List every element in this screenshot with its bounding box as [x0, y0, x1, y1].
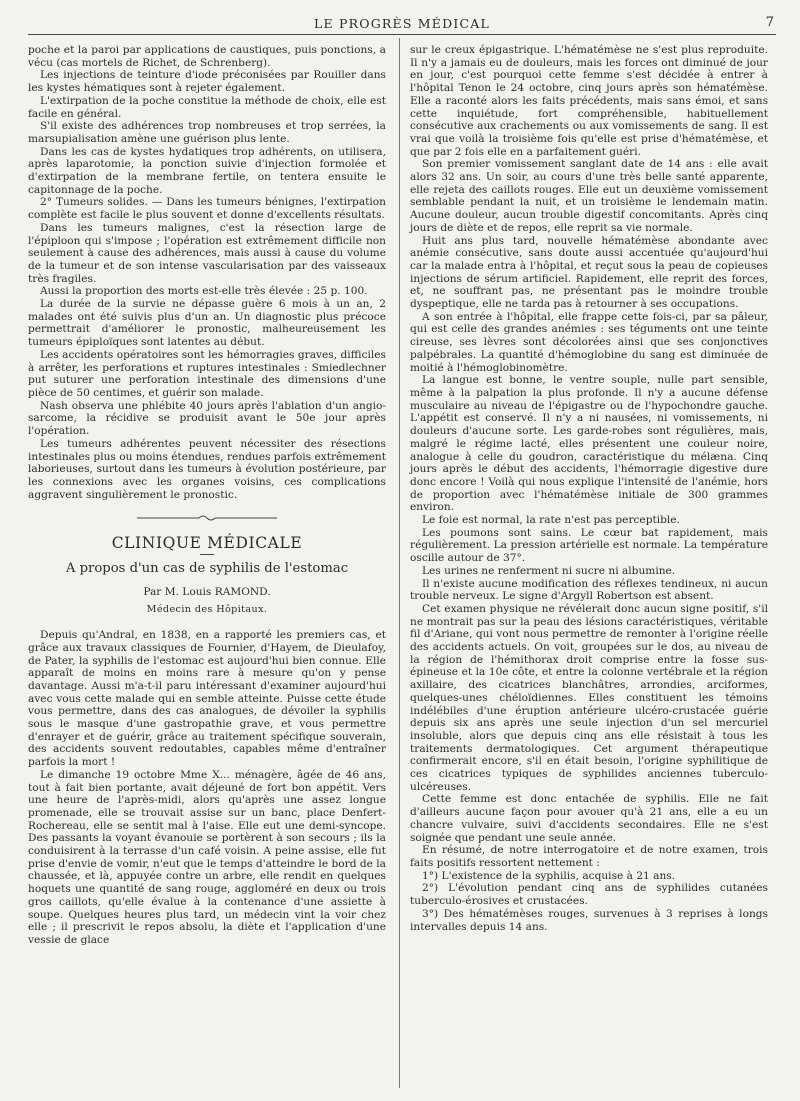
journal-title: LE PROGRÈS MÉDICAL: [314, 15, 490, 31]
paragraph: 1°) L'existence de la syphilis, acquise à 21 ans.: [422, 869, 676, 882]
paragraph: Huit ans plus tard, nouvelle hématémèse abondante avec anémie consécutive, sans doute aussi accentuée qu'aujourd'hui car la malade entra à l'hôpital, et reçut sous la peau de copieuses injections de sérum artificiel. Rapidement, elle reprit des forces, et, ne souffrant pas, ne présentant pas le moindre trouble dyspeptique, elle ne tarda pas à retourner à ses occupations.: [410, 234, 768, 311]
paragraph: Les injections de teinture d'iode préconisées par Rouiller dans les kystes hématiques sont à rejeter également.: [28, 69, 386, 95]
paragraph: A son entrée à l'hôpital, elle frappe cette fois-ci, par sa pâleur, qui est celle des grandes anémies : ses téguments ont une teinte cireuse, ses lèvres sont décolorées ainsi que ses conjonctives palpébrales. La quantité d'hémoglobine du sang est diminuée de moitié à l'hémoglobinomètre.: [410, 310, 768, 374]
paragraph: Il n'existe aucune modification des réflexes tendineux, ni aucun trouble nerveux. Le signe d'Argyll Robertson est absent.: [410, 577, 768, 603]
paragraph: poche et la paroi par applications de caustiques, puis ponctions, a vécu (cas mortels de Richet, de Schrenberg).: [28, 44, 386, 69]
paragraph: Les accidents opératoires sont les hémorragies graves, difficiles à arrêter, les perforations et ruptures intestinales : Smiedlechner put suturer une perforation intestinale des dimensions d'une pièce de 50 centimes, et guérir son malade.: [28, 348, 386, 399]
paragraph: Les poumons sont sains. Le cœur bat rapidement, mais régulièrement. La pression artérielle est normale. La température oscille autour de 37°.: [410, 526, 768, 565]
paragraph: S'il existe des adhérences trop nombreuses et trop serrées, la marsupialisation amène une guérison plus lente.: [28, 120, 386, 145]
paragraph: Dans les cas de kystes hydatiques trop adhérents, on utilisera, après laparotomie, la ponction suivie d'injection formolée et d'extirpation de la membrane fertile, on tentera ensuite le capitonnage de la poche.: [28, 145, 386, 196]
paragraph: Depuis qu'Andral, en 1838, en a rapporté les premiers cas, et grâce aux travaux classiques de Fournier, d'Hayem, de Dieulafoy, de Pater, la syphilis de l'estomac est aujourd'hui bien connue. Elle apparaît de moins en moins rare à mesure qu'on y pense davantage. Aussi m'a-t-il paru intéressant d'examiner aujourd'hui avec vous cette malade qui en semble atteinte. Puisse cette étude vous permettre, dans des cas analogues, de dévoiler la syphilis sous le masque d'une gastropathie grave, et vous permettre d'enrayer et de guérir, grâce au traitement spécifique souverain, des accidents souvent redoutables, capables même d'entraîner parfois la mort !: [28, 629, 386, 769]
left-column: [28, 44, 386, 947]
paragraph: Le dimanche 19 octobre Mme X... ménagère, âgée de 46 ans, tout à fait bien portante, avait déjeuné de fort bon appétit. Vers une heure de l'après-midi, alors qu'après une assez longue promenade, elle se trouvait assise sur un banc, place Denfert-Rochereau, elle se sentit mal à l'aise. Elle eut une demi-syncope. Des passants la voyant évanouie se portèrent à son secours ; ils la conduisirent à la terrasse d'un café voisin. A peine assise, elle fut prise d'envie de vomir, n'eut que le temps d'atteindre le bord de la chaussée, et là, appuyée contre un arbre, elle rendit en quelques hoquets une quantité de sang rouge, aggloméré en deux ou trois gros caillots, qu'elle évalue à la contenance d'une assiette à soupe. Quelques heures plus tard, un médecin vint la voir chez elle ; il prescrivit le repos absolu, la diète et l'application d'une vessie de glace: [28, 768, 386, 946]
section-title: CLINIQUE MÉDICALE: [111, 534, 303, 553]
paragraph: En résumé, de notre interrogatoire et de notre examen, trois faits positifs ressortent nettement :: [410, 844, 768, 869]
paragraph: La durée de la survie ne dépasse guère 6 mois à un an, 2 malades ont été suivis plus d'un an. Un diagnostic plus précoce permettrait d'améliorer le pronostic, malheureusement les tumeurs épiploïques sont latentes au début.: [28, 298, 386, 349]
paragraph: 2°) L'évolution pendant cinq ans de syphilides cutanées tuberculo-érosives et crustacées.: [410, 882, 768, 908]
paragraph: 2° Tumeurs solides. — Dans les tumeurs bénignes, l'extirpation complète est facile le plus souvent et donne d'excellents résultats.: [28, 196, 386, 222]
paragraph: sur le creux épigastrique. L'hématémèse ne s'est plus reproduite. Il n'y a jamais eu de douleurs, mais les forces ont diminué de jour en jour, c'est pourquoi cette femme s'est décidée à entrer à l'hôpital Tenon le 24 octobre, cinq jours après son hématémèse. Elle a raconté alors les faits précédents, mais sans émoi, et sans cette inquiétude, fort compréhensible, habituellement consécutive aux crachements ou aux vomissements de sang. Il est vrai que voilà la troisième fois qu'elle est prise d'hématémèse, et que par 2 fois elle en a parfaitement guéri.: [410, 44, 768, 158]
section-ornament: [107, 513, 307, 523]
paragraph: Nash observa une phlébite 40 jours après l'ablation d'un angio-sarcome, la récidive se produisit avant le 50e jour après l'opération.: [28, 399, 386, 438]
article-title: A propos d'un cas de syphilis de l'estomac: [65, 561, 349, 577]
paragraph: Son premier vomissement sanglant date de 14 ans : elle avait alors 32 ans. Un soir, au cours d'une très belle santé apparente, elle rejeta des caillots rouges. Elle eut un deuxième vomissement semblable pendant la nuit, et un troisième le lendemain matin. Aucune douleur, aucun trouble digestif concomitants. Après cinq jours de diète et de repos, elle reprit sa vie normale.: [410, 158, 768, 234]
page-header: [28, 12, 776, 35]
paragraph: Cet examen physique ne révélerait donc aucun signe positif, s'il ne montrait pas sur la peau des lésions caractéristiques, véritable fil d'Ariane, qui vont nous permettre de remonter à l'origine réelle des accidents actuels. On voit, groupées sur le dos, au niveau de la région de l'hémithorax droit comprise entre la fosse sus-épineuse et la 10e côte, et entre la colonne vertébrale et la région axillaire, des cicatrices blanchâtres, arrondies, arciformes, quelques-unes chéloïdiennes. Elles constituent les témoins indélébiles d'une éruption antérieure ulcéro-crustacée guérie depuis six ans après une seule injection d'un sel mercuriel insoluble, alors que depuis cinq ans elle résistait à tous les traitements dermatologiques. Cet argument thérapeutique confirmerait encore, s'il en était besoin, l'origine syphilitique de ces cicatrices typiques de syphilides anciennes tuberculo-ulcéreuses.: [410, 602, 768, 793]
paragraph: Les urines ne renferment ni sucre ni albumine.: [422, 564, 676, 577]
paragraph: 3°) Des hématémèses rouges, survenues à 3 reprises à longs intervalles depuis 14 ans.: [410, 907, 768, 933]
paragraph: Aussi la proportion des morts est-elle très élevée : 25 p. 100.: [40, 285, 368, 298]
paragraph: L'extirpation de la poche constitue la méthode de choix, elle est facile en général.: [28, 94, 386, 120]
column-divider: [399, 38, 400, 1088]
title-dash: [200, 554, 214, 555]
page-number: 7: [765, 15, 774, 30]
paragraph: Cette femme est donc entachée de syphilis. Elle ne fait d'ailleurs aucune façon pour avouer qu'à 21 ans, elle a eu un chancre vulvaire, suivi d'accidents secondaires. Elle ne s'est soignée que pendant une seule année.: [410, 793, 768, 844]
author-affiliation: Médecin des Hôpitaux.: [146, 604, 268, 616]
paragraph: Dans les tumeurs malignes, c'est la résection large de l'épiploon qui s'impose ; l'opération est extrêmement difficile non seulement à cause des adhérences, mais aussi à cause du volume de la tumeur et de son intense vascularisation par des vaisseaux très fragiles.: [28, 221, 386, 285]
article-author: Par M. Louis RAMOND.: [143, 585, 271, 598]
paragraph: Les tumeurs adhérentes peuvent nécessiter des résections intestinales plus ou moins étendues, rendues parfois extrêmement laborieuses, surtout dans les tumeurs à évolution postérieure, par les connexions avec les organes voisins, ces complications aggravent singulièrement le pronostic.: [28, 437, 386, 501]
right-column: [410, 44, 768, 933]
paragraph: Le foie est normal, la rate n'est pas perceptible.: [422, 514, 680, 527]
paragraph: La langue est bonne, le ventre souple, nulle part sensible, même à la palpation la plus profonde. Il n'y a aucune défense musculaire au niveau de l'épigastre ou de l'hypochondre gauche. L'appétit est conservé. Il n'y a ni nausées, ni vomissements, ni douleurs d'aucune sorte. Les garde-robes sont régulières, mais, malgré le régime lacté, elles présentent une couleur noire, analogue à celle du goudron, caractéristique du mélæna. Cinq jours après le début des accidents, l'hémorragie digestive dure donc encore ! Voilà qui nous explique l'intensité de l'anémie, hors de proportion avec l'hématémèse initiale de 300 grammes environ.: [410, 374, 768, 514]
